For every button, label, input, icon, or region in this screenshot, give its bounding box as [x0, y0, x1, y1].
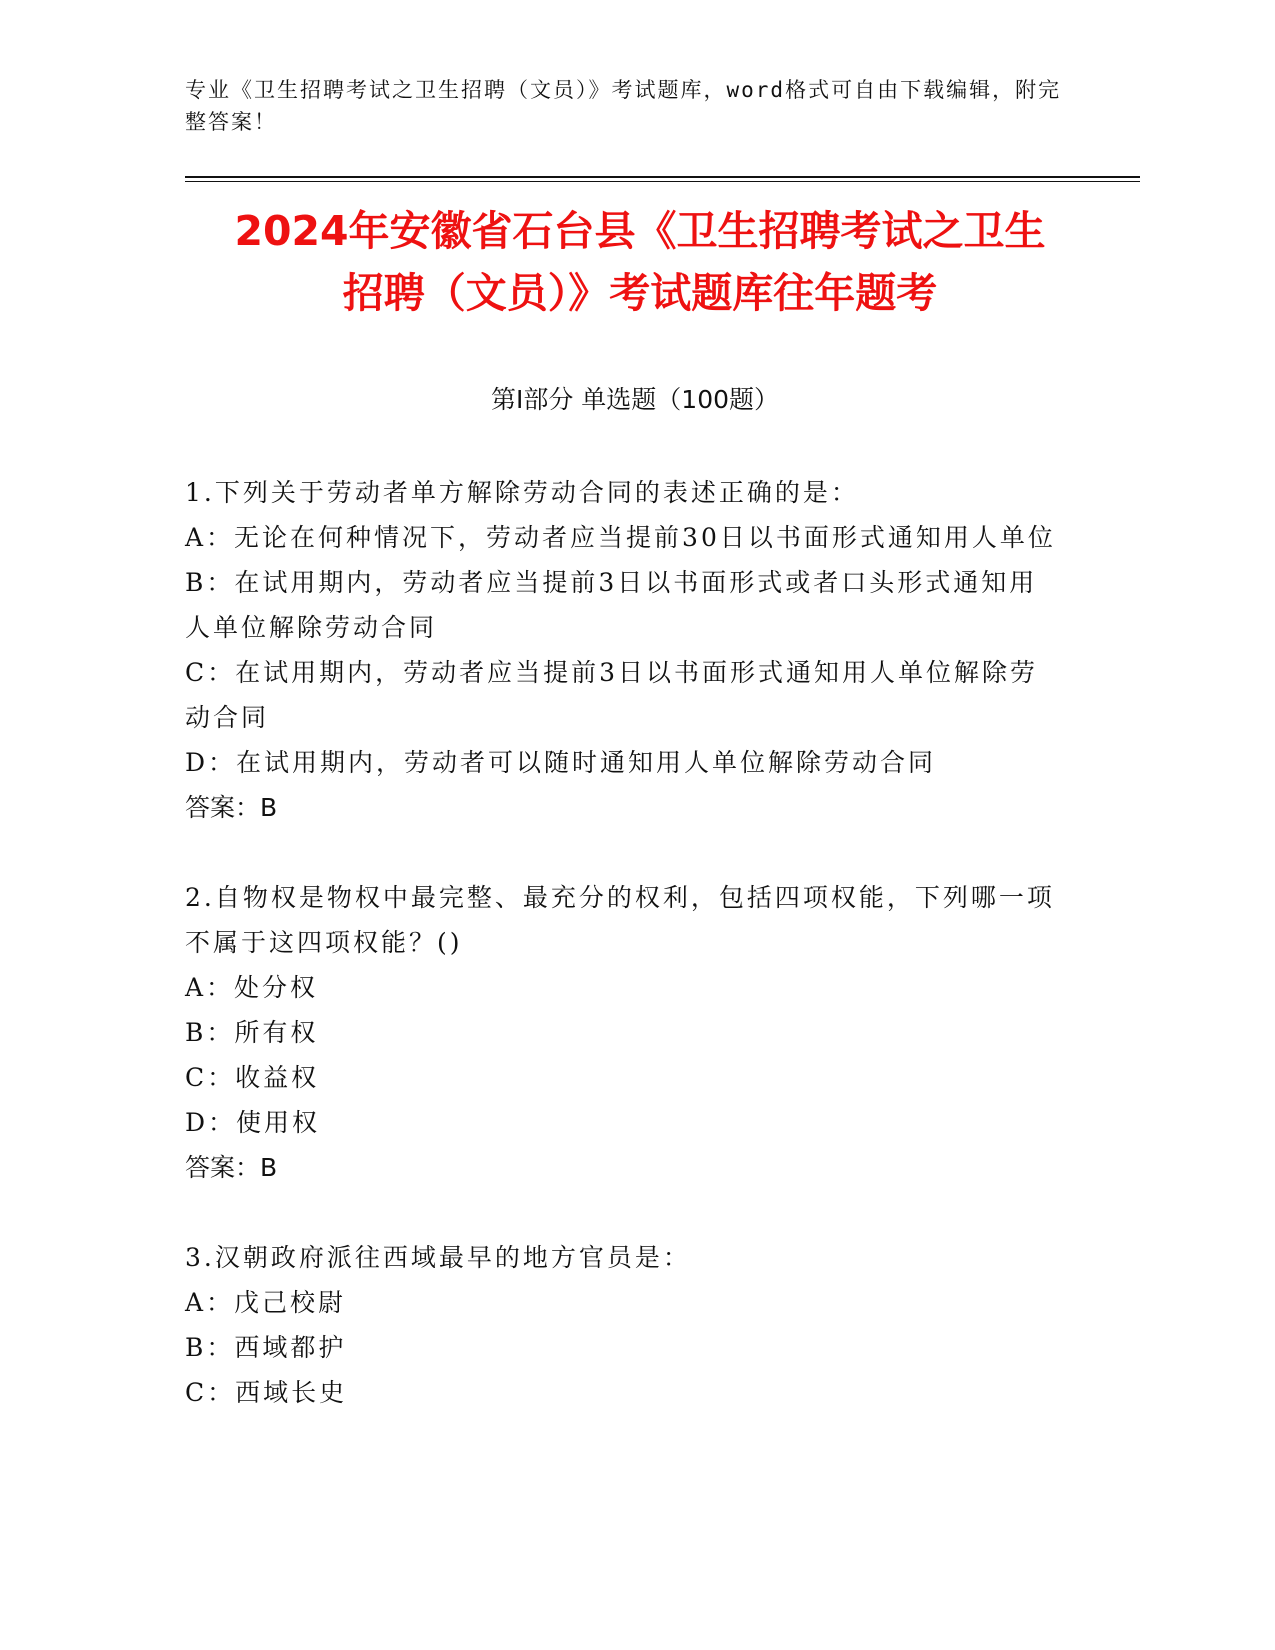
- header-note: 专业《卫生招聘考试之卫生招聘（文员）》考试题库，word格式可自由下载编辑，附完整答案！: [185, 78, 1062, 134]
- question-2: [185, 875, 1065, 1190]
- question-3: [185, 1235, 1065, 1415]
- document-title: [170, 200, 1110, 324]
- section-heading: 第I部分 单选题（100题）: [490, 385, 780, 414]
- question-stem: 3.汉朝政府派往西域最早的地方官员是：: [185, 1243, 691, 1272]
- option-d: D：使用权: [185, 1108, 321, 1137]
- question-stem: 2.自物权是物权中最完整、最充分的权利，包括四项权能，下列哪一项不属于这四项权能？(): [185, 883, 1055, 957]
- question-1: [185, 470, 1065, 830]
- option-c: C：收益权: [185, 1063, 320, 1092]
- option-d: D：在试用期内，劳动者可以随时通知用人单位解除劳动合同: [185, 748, 937, 777]
- option-a: A：戊己校尉: [185, 1288, 347, 1317]
- title-line-1: 2024年安徽省石台县《卫生招聘考试之卫生: [234, 207, 1046, 255]
- title-line-2: 招聘（文员）》考试题库往年题考: [342, 269, 938, 317]
- option-c: C：在试用期内，劳动者应当提前3日以书面形式通知用人单位解除劳动合同: [185, 658, 1039, 732]
- option-c: C：西域长史: [185, 1378, 348, 1407]
- answer: 答案：B: [185, 1153, 278, 1182]
- header-divider: [185, 176, 1140, 182]
- answer: 答案：B: [185, 793, 278, 822]
- option-b: B：所有权: [185, 1018, 319, 1047]
- question-list: [185, 470, 1065, 1460]
- option-a: A：处分权: [185, 973, 319, 1002]
- option-a: A：无论在何种情况下，劳动者应当提前30日以书面形式通知用人单位: [185, 523, 1056, 552]
- option-b: B：西域都护: [185, 1333, 347, 1362]
- option-b: B：在试用期内，劳动者应当提前3日以书面形式或者口头形式通知用人单位解除劳动合同: [185, 568, 1038, 642]
- question-stem: 1.下列关于劳动者单方解除劳动合同的表述正确的是：: [185, 478, 859, 507]
